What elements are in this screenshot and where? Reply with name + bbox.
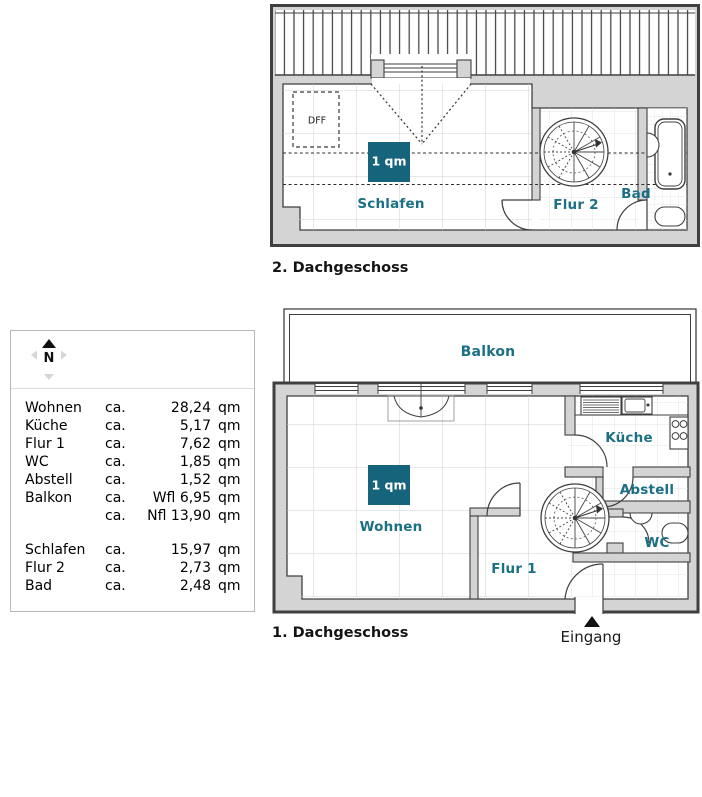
dormer-window xyxy=(371,54,471,78)
svg-text:N: N xyxy=(43,351,55,366)
legend-row: Küche ca. 5,17 qm xyxy=(25,418,241,434)
room-label-balkon: Balkon xyxy=(460,344,516,360)
legend-row: Schlafen ca. 15,97 qm xyxy=(25,542,241,558)
north-arrow-icon xyxy=(25,336,73,384)
bathtub xyxy=(655,119,685,189)
lower-floor-title: 1. Dachgeschoss xyxy=(272,625,409,641)
bad-toilet xyxy=(655,207,685,226)
legend-row: WC ca. 1,85 qm xyxy=(25,454,241,470)
legend-row: Flur 2 ca. 2,73 qm xyxy=(25,560,241,576)
legend-row: Balkon ca. Wfl 6,95 qm xyxy=(25,490,241,506)
room-label-flur2: Flur 2 xyxy=(553,197,599,213)
legend-panel xyxy=(10,330,255,612)
upper-floor-title: 2. Dachgeschoss xyxy=(272,260,409,276)
room-label-schlafen: Schlafen xyxy=(357,196,425,212)
room-label-flur1: Flur 1 xyxy=(491,561,537,577)
entrance-label: Eingang xyxy=(560,628,622,646)
spiral-staircase-lower xyxy=(541,484,609,552)
entrance-arrow-icon xyxy=(584,616,600,627)
legend-row: Wohnen ca. 28,24 qm xyxy=(25,400,241,416)
room-label-kueche: Küche xyxy=(605,430,653,446)
room-label-wc: WC xyxy=(644,535,670,551)
dff-label: DFF xyxy=(307,115,327,127)
roof-hatch xyxy=(275,10,695,75)
legend-row: Bad ca. 2,48 qm xyxy=(25,578,241,594)
room-label-bad: Bad xyxy=(621,186,651,202)
scale-label-lower: 1 qm xyxy=(371,477,407,493)
wall-schlafen-flur2 xyxy=(532,108,540,200)
spiral-staircase-upper xyxy=(540,118,608,186)
stove xyxy=(670,417,688,449)
scale-label-upper: 1 qm xyxy=(371,153,407,169)
compass xyxy=(11,331,254,389)
legend-row: Abstell ca. 1,52 qm xyxy=(25,472,241,488)
legend-row: ca. Nfl 13,90 qm xyxy=(105,508,241,524)
room-label-wohnen: Wohnen xyxy=(359,519,423,535)
area-table xyxy=(11,389,254,595)
upper-floor-plan xyxy=(270,4,700,247)
legend-row: Flur 1 ca. 7,62 qm xyxy=(25,436,241,452)
room-label-abstell: Abstell xyxy=(619,482,675,498)
